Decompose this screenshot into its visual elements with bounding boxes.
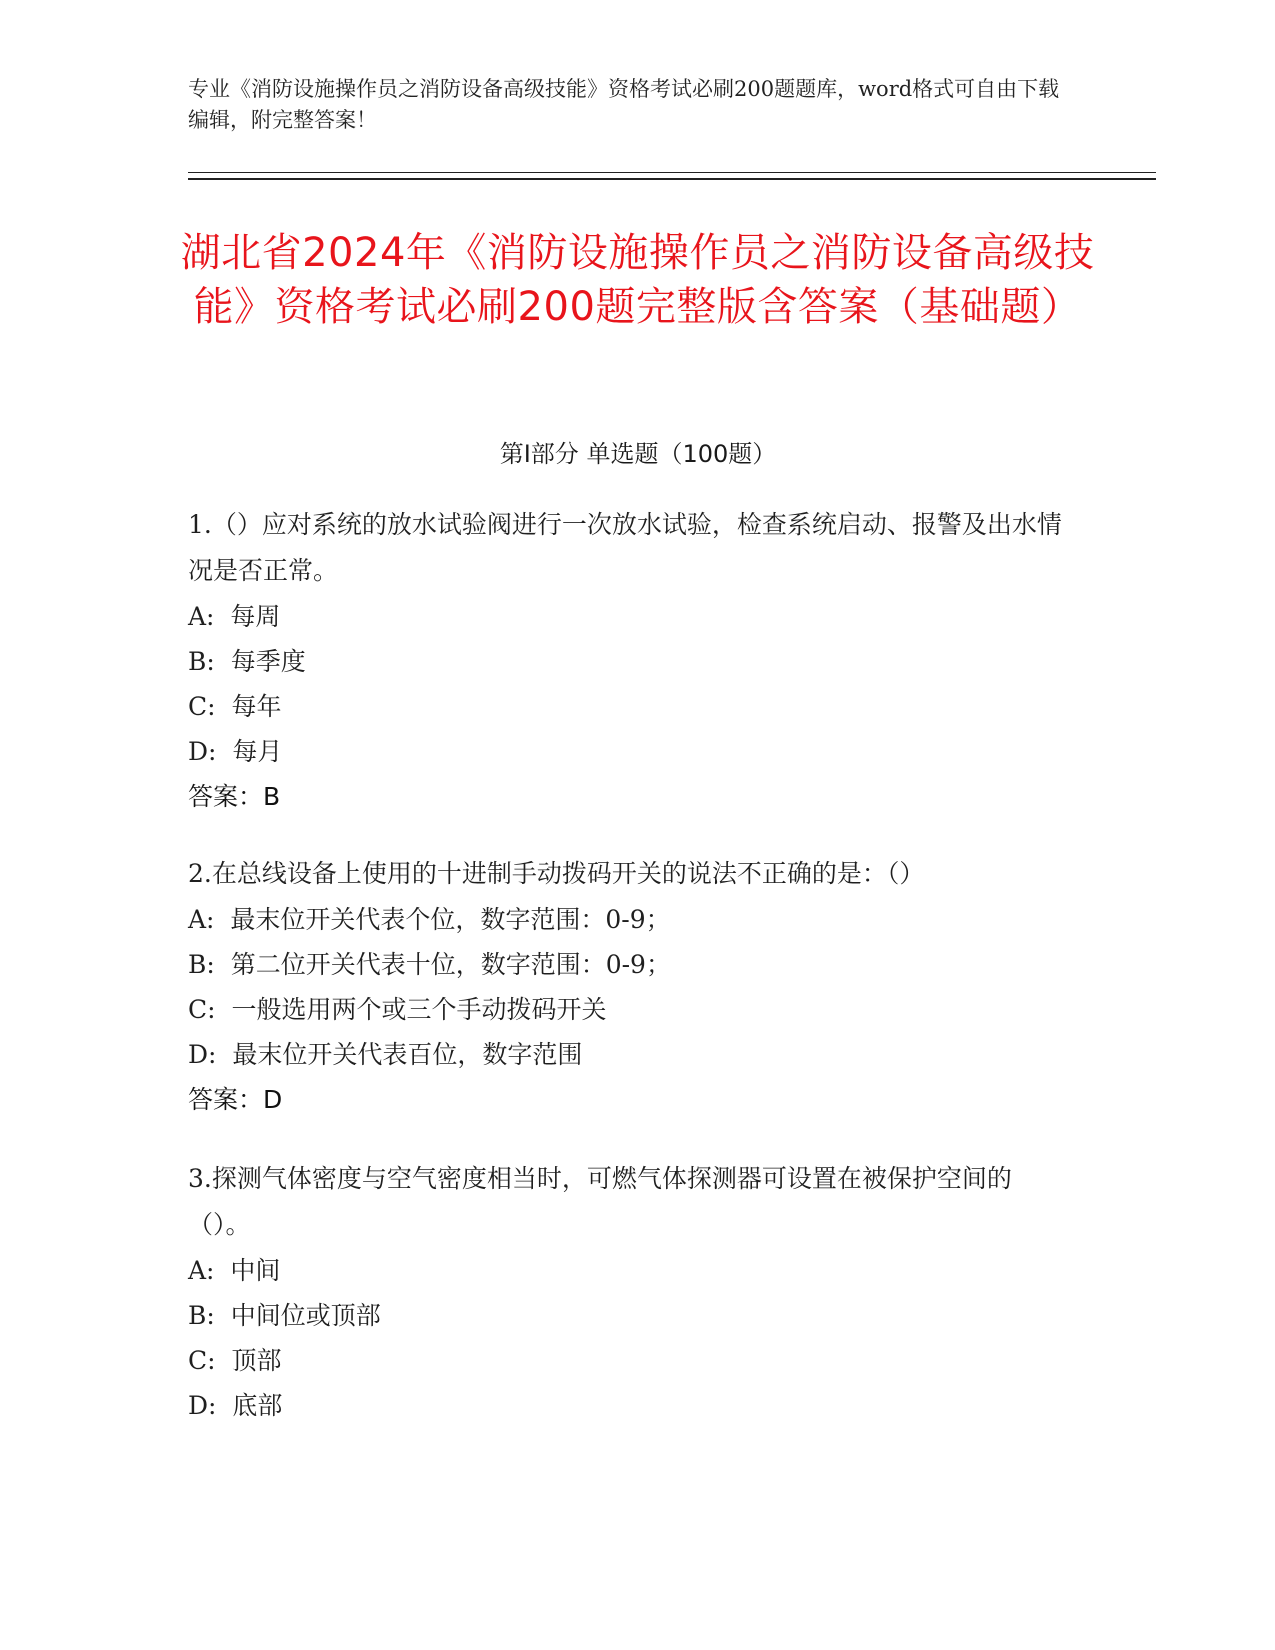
section-title: 第Ⅰ部分 单选题（100题） xyxy=(499,440,777,468)
option-c: C: 一般选用两个或三个手动拨码开关 xyxy=(188,995,607,1024)
option-b: B: 中间位或顶部 xyxy=(188,1301,381,1330)
document-title: 湖北省2024年《消防设施操作员之消防设备高级技能》资格考试必刷200题完整版含答案（基础题） xyxy=(180,230,1095,330)
question-1 xyxy=(188,502,1068,820)
option-a: A: 最末位开关代表个位，数字范围：0-9； xyxy=(188,905,671,934)
option-c: C: 每年 xyxy=(188,692,282,721)
option-b: B: 每季度 xyxy=(188,647,306,676)
question-2 xyxy=(188,851,1068,1123)
question-stem: 2.在总线设备上使用的十进制手动拨码开关的说法不正确的是：（） xyxy=(188,859,925,888)
question-stem: 3.探测气体密度与空气密度相当时，可燃气体探测器可设置在被保护空间的（）。 xyxy=(188,1164,1012,1239)
option-d: D: 底部 xyxy=(188,1391,283,1420)
option-d: D: 最末位开关代表百位，数字范围 xyxy=(188,1040,583,1069)
header-rule-bottom xyxy=(188,178,1156,180)
option-a: A: 每周 xyxy=(188,602,281,631)
header-rule-top xyxy=(188,172,1156,173)
answer: 答案：D xyxy=(188,1085,283,1114)
header-note: 专业《消防设施操作员之消防设备高级技能》资格考试必刷200题题库，word格式可自由下载编辑，附完整答案！ xyxy=(188,77,1060,132)
option-d: D: 每月 xyxy=(188,737,283,766)
question-3 xyxy=(188,1156,1068,1428)
option-b: B: 第二位开关代表十位，数字范围：0-9； xyxy=(188,950,671,979)
question-stem: 1.（）应对系统的放水试验阀进行一次放水试验，检查系统启动、报警及出水情况是否正常。 xyxy=(188,510,1062,585)
option-a: A: 中间 xyxy=(188,1256,281,1285)
answer: 答案：B xyxy=(188,782,281,811)
option-c: C: 顶部 xyxy=(188,1346,282,1375)
